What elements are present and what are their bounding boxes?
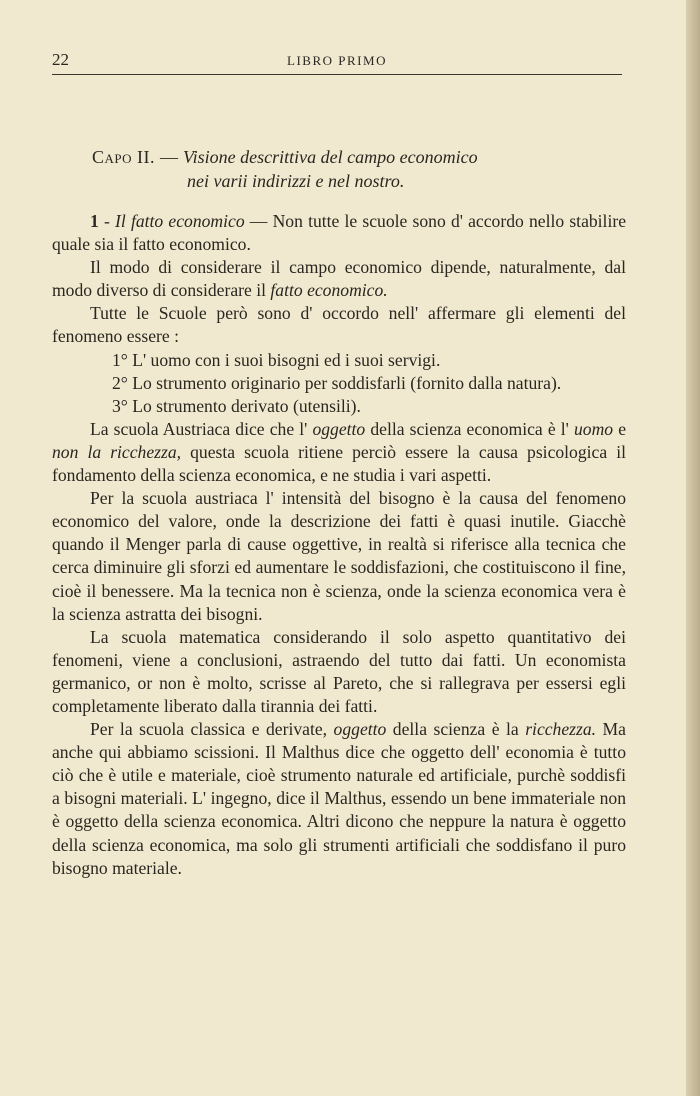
paragraph-5: La scuola matematica considerando il solo aspetto quantitativo dei fenomeni, viene a conclusioni, astraendo del tutto dai fatti. Un economista germanico, or non è molto, scrisse al Pareto, che si rallegrava per essersi egli completamente liberato dalla tirannia dei fatti. [52,626,626,716]
section-title: Il fatto economico [115,211,245,231]
paragraph-4: Per la scuola austriaca l' intensità del bisogno è la causa del fenomeno economico del valore, onde la descrizione dei fatti è quasi inutile. Giacchè quando il Menger parla di cause oggettive, in realtà si riferisce alla tecnica che cerca diminuire gli sforzi ed aumentare le soddisfazioni, che costituiscono il fine, cioè il benessere. Ma la tecnica non è scienza, onde la scienza economica vera è la scienza astratta dei bisogni. [52,488,626,624]
list-item-1: 1° L' uomo con i suoi bisogni ed i suoi servigi. [112,349,441,370]
emphasis-text: ricchezza. [525,719,597,740]
page-number: 22 [52,50,69,69]
list-item-3: 3° Lo strumento derivato (utensili). [112,395,361,416]
running-title: LIBRO PRIMO [287,53,387,68]
chapter-title-line1: Visione descrittiva del campo economico [183,147,478,167]
section-dash: - [98,211,116,231]
page-edge [686,0,700,1096]
paragraph-2: Tutte le Scuole però sono d' occordo nell' affermare gli elementi del fenomeno essere : [52,303,626,347]
section-intro: — Non tutte le scuole sono d' accordo nello stabilire quale sia il fatto economico. [52,211,627,255]
section-number: 1 [90,211,99,231]
paragraph-text: La scuola Austriaca dice che l' [90,418,313,439]
chapter-label: Capo II. — [92,147,179,167]
list-item-2: 2° Lo strumento originario per soddisfarli (fornito dalla natura). [112,372,562,393]
page-header [52,50,622,72]
paragraph-text: e [613,418,627,439]
header-rule [52,74,622,75]
paragraph-text: della scienza è la [386,719,526,740]
paragraph-text: Per la scuola classica e derivate, [90,719,334,740]
paragraph-6 [52,718,626,880]
paragraph-3 [52,418,626,487]
chapter-heading [52,145,622,193]
paragraph-text: Il modo di considerare il campo economico dipende, naturalmente, dal modo diverso di considerare il [52,257,626,301]
emphasis-text: non la ricchezza, [52,441,182,462]
section-paragraph [52,210,626,256]
chapter-title-line2: nei varii indirizzi e nel nostro. [187,171,405,191]
paragraph-text: questa scuola ritiene perciò essere la causa psicologica il fondamento della scienza economica, e ne studia i vari aspetti. [52,441,626,486]
paragraph-1 [52,256,626,302]
body-text [52,210,626,880]
emphasis-text: uomo [573,418,614,439]
emphasis-text: oggetto [312,418,366,439]
emphasis-text: oggetto [333,719,387,740]
emphasis-text: fatto economico. [270,280,388,301]
paragraph-text: Ma anche qui abbiamo scissioni. Il Malthus dice che oggetto dell' economia è tutto ciò che è utile e materiale, cioè strumento naturale ed artificiale, purchè soddisfi a bisogni materiali. L' ingegno, dice il Malthus, essendo un bene immateriale non è oggetto della scienza economica. Altri dicono che neppure la natura è oggetto della scienza economica, ma solo gli strumenti artificiali che soddisfano il puro bisogno materiale. [52,719,626,878]
paragraph-text: della scienza economica è l' [365,418,574,439]
